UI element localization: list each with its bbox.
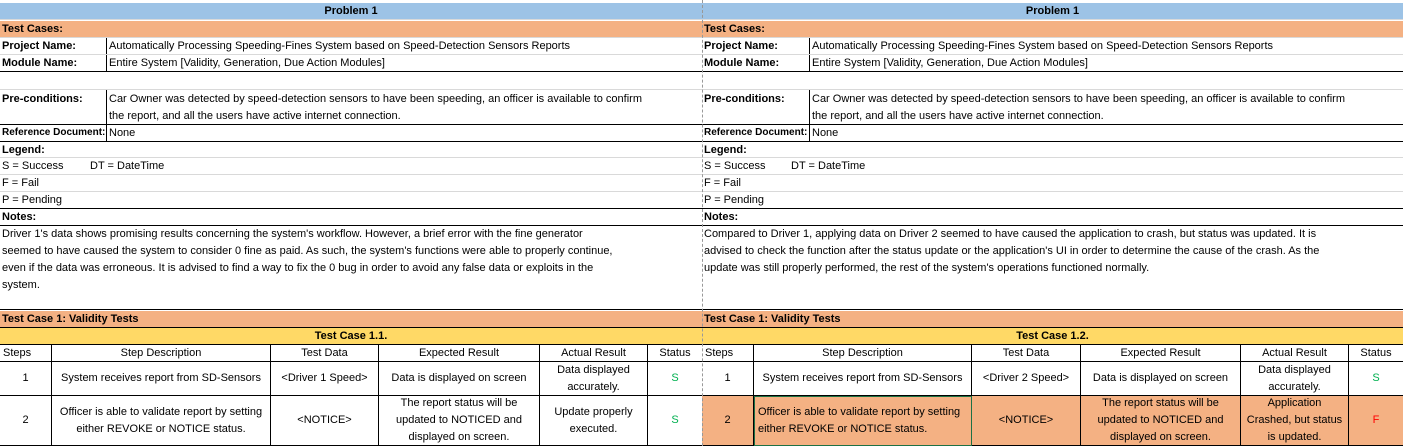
header-status[interactable]: Status: [648, 345, 702, 362]
test-table: [0, 345, 702, 446]
empty-row[interactable]: [702, 72, 1403, 90]
row1-status[interactable]: S: [648, 362, 702, 396]
test-cases-label[interactable]: Test Cases:: [0, 21, 702, 38]
test-cases-label[interactable]: Test Cases:: [702, 21, 1403, 38]
problem-title[interactable]: Problem 1: [702, 3, 1403, 20]
legend-p[interactable]: P = Pending: [2, 194, 63, 206]
legend-row-s: [0, 158, 702, 175]
legend-dt[interactable]: DT = DateTime: [791, 160, 866, 172]
module-name-label[interactable]: Module Name:: [702, 55, 810, 71]
legend-row-f: [702, 175, 1403, 192]
row1-expected[interactable]: Data is displayed on screen: [1081, 362, 1241, 396]
row2-actual[interactable]: Application Crashed, but status is updated.: [1241, 396, 1349, 446]
preconditions-line1[interactable]: Car Owner was detected by speed-detection sensors to have been speeding, an officer is available to confirm: [812, 93, 1345, 105]
row2-status[interactable]: S: [648, 396, 702, 446]
module-name-value[interactable]: Entire System [Validity, Generation, Due Action Modules]: [812, 57, 1088, 69]
module-name-row: [702, 55, 1403, 72]
row1-expected[interactable]: Data is displayed on screen: [379, 362, 540, 396]
project-name-row: [0, 38, 702, 55]
legend-f[interactable]: F = Fail: [2, 177, 39, 189]
row1-status[interactable]: S: [1349, 362, 1403, 396]
row2-test-data[interactable]: <NOTICE>: [972, 396, 1081, 446]
legend-dt[interactable]: DT = DateTime: [90, 160, 165, 172]
legend-f[interactable]: F = Fail: [704, 177, 741, 189]
reference-label[interactable]: Reference Document:: [0, 125, 107, 141]
empty-row[interactable]: [0, 72, 702, 90]
notes-line-1: Compared to Driver 1, applying data on Driver 2 seemed to have caused the application to crash, but status was updated. It is: [704, 228, 1317, 240]
row1-description[interactable]: System receives report from SD-Sensors: [52, 362, 271, 396]
reference-value[interactable]: None: [812, 127, 839, 139]
header-step-description[interactable]: Step Description: [52, 345, 271, 362]
row2-expected[interactable]: The report status will be updated to NOTICED and displayed on screen.: [1081, 396, 1241, 446]
module-name-value[interactable]: Entire System [Validity, Generation, Due Action Modules]: [109, 57, 385, 69]
module-name-row: [0, 55, 702, 72]
preconditions-row: [702, 90, 1403, 125]
notes-line-1: Driver 1's data shows promising results concerning the system's workflow. However, a brief error with the fine generator: [2, 228, 583, 240]
reference-row: [702, 125, 1403, 142]
project-name-label[interactable]: Project Name:: [702, 38, 810, 54]
row1-step[interactable]: 1: [0, 362, 52, 396]
header-test-data[interactable]: Test Data: [972, 345, 1081, 362]
row2-expected[interactable]: The report status will be updated to NOTICED and displayed on screen.: [379, 396, 540, 446]
row1-test-data[interactable]: <Driver 2 Speed>: [972, 362, 1081, 396]
preconditions-line1[interactable]: Car Owner was detected by speed-detection sensors to have been speeding, an officer is available to confirm: [109, 93, 642, 105]
test-case-section[interactable]: Test Case 1: Validity Tests: [702, 311, 1403, 328]
row2-description[interactable]: Officer is able to validate report by setting either REVOKE or NOTICE status.: [52, 396, 271, 446]
row2-step[interactable]: 2: [0, 396, 52, 446]
preconditions-row: [0, 90, 702, 125]
notes-body[interactable]: [0, 226, 702, 310]
notes-line-3: update was still properly performed, the rest of the system's operations functioned normally.: [704, 262, 1150, 274]
legend-s[interactable]: S = Success: [2, 160, 64, 172]
notes-line-2: seemed to have caused the system to consider 0 fine as paid. As such, the system's functions were able to properly continue,: [2, 245, 613, 257]
test-case-section[interactable]: Test Case 1: Validity Tests: [0, 311, 702, 328]
row2-status[interactable]: F: [1349, 396, 1403, 446]
legend-label[interactable]: Legend:: [702, 142, 1403, 158]
header-step-description[interactable]: Step Description: [754, 345, 972, 362]
row2-test-data[interactable]: <NOTICE>: [271, 396, 379, 446]
test-table: [702, 345, 1403, 446]
header-steps[interactable]: Steps: [702, 345, 754, 362]
preconditions-label[interactable]: Pre-conditions:: [0, 90, 107, 124]
row1-actual[interactable]: Data displayed accurately.: [1241, 362, 1349, 396]
notes-line-2: advised to check the function after the status update or the application's UI in order to determine the cause of the crash. As the: [704, 245, 1320, 257]
test-case-id[interactable]: Test Case 1.2.: [702, 328, 1403, 345]
reference-value[interactable]: None: [109, 127, 136, 139]
row2-description[interactable]: Officer is able to validate report by setting either REVOKE or NOTICE status.: [754, 396, 972, 446]
legend-s[interactable]: S = Success: [704, 160, 766, 172]
header-status[interactable]: Status: [1349, 345, 1403, 362]
reference-label[interactable]: Reference Document:: [702, 125, 810, 141]
module-name-label[interactable]: Module Name:: [0, 55, 107, 71]
notes-label[interactable]: Notes:: [702, 209, 1403, 226]
project-name-value[interactable]: Automatically Processing Speeding-Fines System based on Speed-Detection Sensors Reports: [812, 40, 1274, 52]
project-name-row: [702, 38, 1403, 55]
project-name-label[interactable]: Project Name:: [0, 38, 107, 54]
notes-label[interactable]: Notes:: [0, 209, 702, 226]
page-break-divider: [702, 0, 703, 446]
row1-actual[interactable]: Data displayed accurately.: [540, 362, 648, 396]
header-expected-result[interactable]: Expected Result: [379, 345, 540, 362]
legend-label[interactable]: Legend:: [0, 142, 702, 158]
row1-test-data[interactable]: <Driver 1 Speed>: [271, 362, 379, 396]
legend-p[interactable]: P = Pending: [704, 194, 765, 206]
problem-title[interactable]: Problem 1: [0, 3, 702, 20]
notes-body[interactable]: [702, 226, 1403, 310]
notes-line-4: system.: [2, 279, 40, 291]
row2-actual[interactable]: Update properly executed.: [540, 396, 648, 446]
header-steps[interactable]: Steps: [0, 345, 52, 362]
row1-step[interactable]: 1: [702, 362, 754, 396]
header-test-data[interactable]: Test Data: [271, 345, 379, 362]
sheet-panel-right: [702, 0, 1403, 446]
legend-row-s: [702, 158, 1403, 175]
legend-row-f: [0, 175, 702, 192]
header-actual-result[interactable]: Actual Result: [1241, 345, 1349, 362]
header-actual-result[interactable]: Actual Result: [540, 345, 648, 362]
row2-step[interactable]: 2: [702, 396, 754, 446]
header-expected-result[interactable]: Expected Result: [1081, 345, 1241, 362]
preconditions-line2[interactable]: the report, and all the users have active internet connection.: [812, 110, 1104, 122]
legend-row-p: [0, 192, 702, 209]
legend-row-p: [702, 192, 1403, 209]
preconditions-line2[interactable]: the report, and all the users have active internet connection.: [109, 110, 401, 122]
project-name-value[interactable]: Automatically Processing Speeding-Fines System based on Speed-Detection Sensors Reports: [109, 40, 571, 52]
preconditions-label[interactable]: Pre-conditions:: [702, 90, 810, 124]
row1-description[interactable]: System receives report from SD-Sensors: [754, 362, 972, 396]
reference-row: [0, 125, 702, 142]
test-case-id[interactable]: Test Case 1.1.: [0, 328, 702, 345]
notes-line-3: even if the data was erroneous. It is advised to find a way to fix the 0 bug in order to avoid any false data or exploits in the: [2, 262, 594, 274]
